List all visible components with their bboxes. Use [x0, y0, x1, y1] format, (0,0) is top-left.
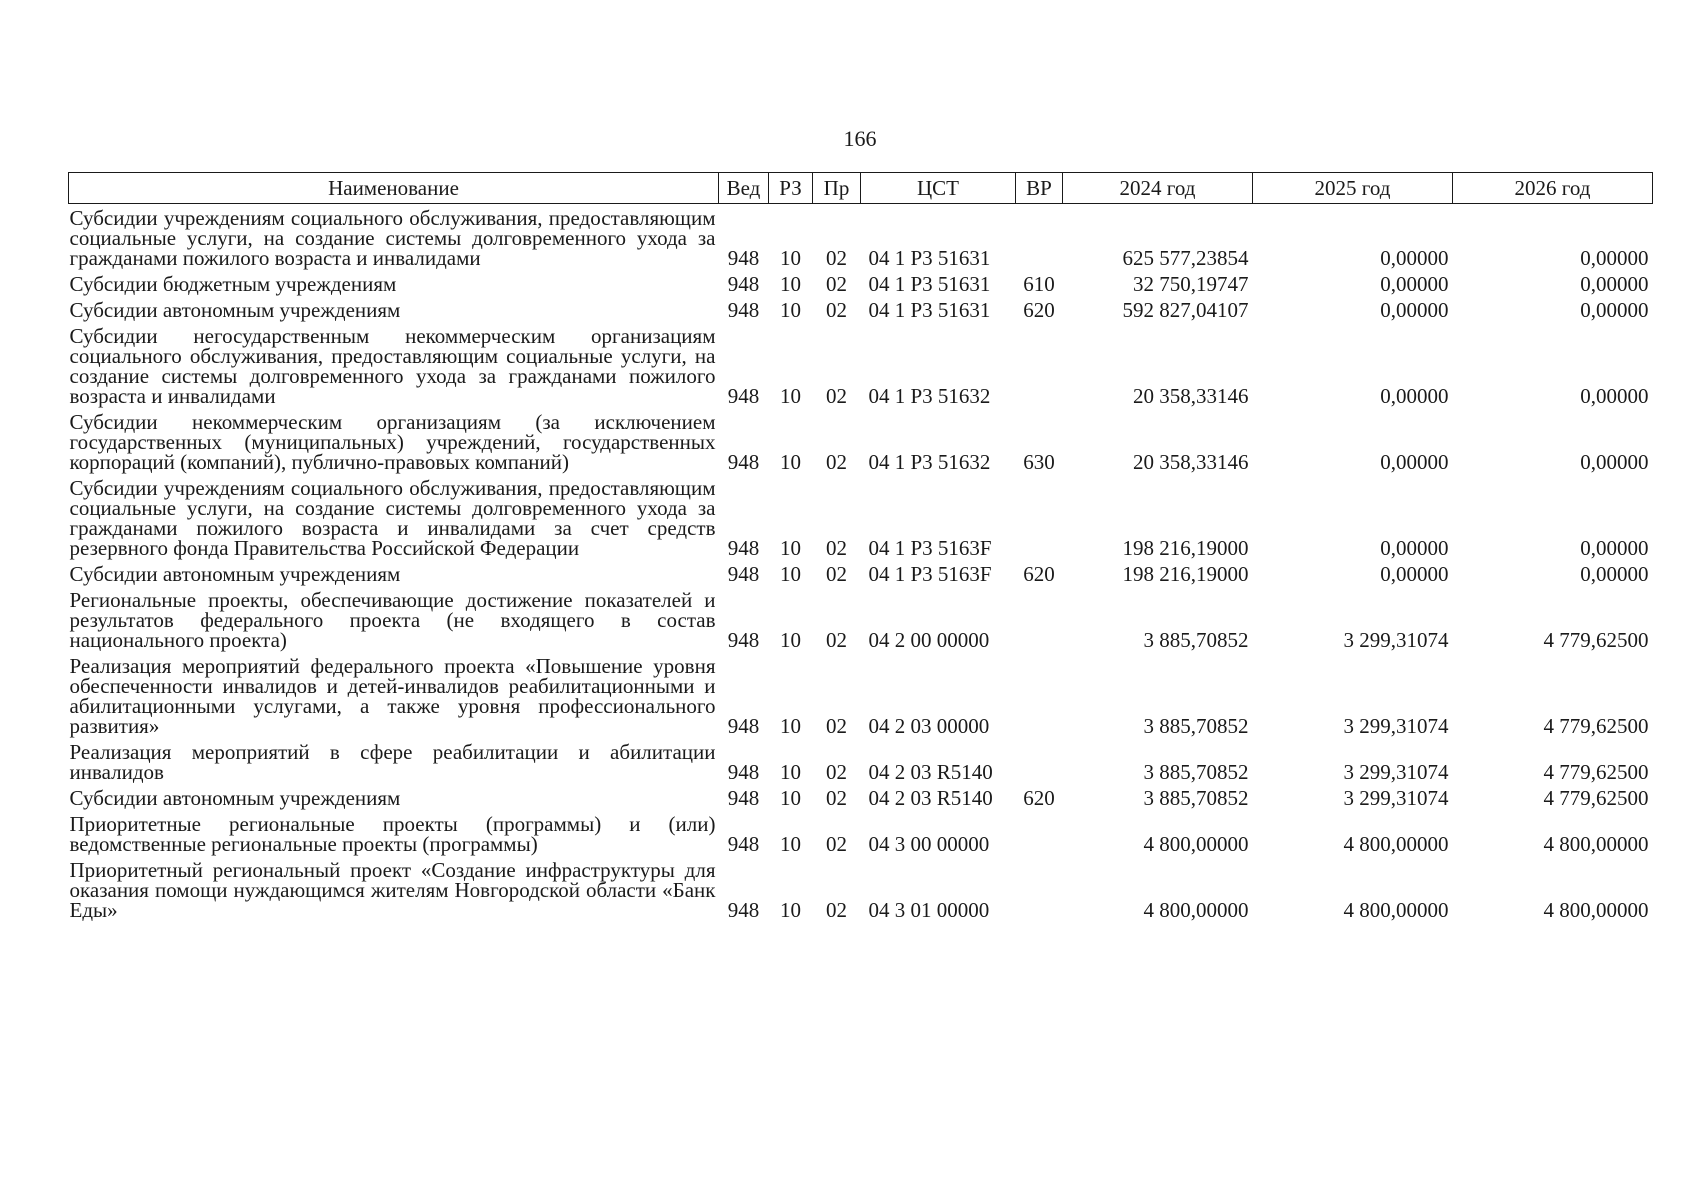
cell-2024: 3 885,70852 [1143, 714, 1249, 738]
cell-ved: 948 [727, 246, 760, 270]
cell-pr: 02 [826, 384, 847, 408]
cell-vr: 620 [1023, 786, 1055, 810]
cell-ved: 948 [727, 628, 760, 652]
cell-vr [1016, 478, 1063, 564]
cell-rz: 10 [780, 832, 801, 856]
cell-pr: 02 [826, 562, 847, 586]
table-body [69, 204, 1653, 927]
cell-name: Субсидии автономным учреждениям [69, 786, 401, 810]
cell-2025: 3 299,31074 [1343, 714, 1449, 738]
cell-2025: 0,00000 [1380, 298, 1449, 322]
cell-rz: 10 [780, 786, 801, 810]
column-header-name: Наименование [69, 173, 719, 204]
table-row [69, 204, 1653, 275]
cell-rz: 10 [780, 760, 801, 784]
cell-pr: 02 [826, 246, 847, 270]
table-row [69, 860, 1653, 926]
table-row [69, 814, 1653, 860]
cell-cst: 04 2 00 00000 [868, 628, 990, 652]
cell-2026: 4 800,00000 [1543, 832, 1649, 856]
cell-ved: 948 [727, 786, 760, 810]
cell-2026: 0,00000 [1580, 298, 1649, 322]
column-header-ved: Вед [719, 173, 769, 204]
cell-rz: 10 [780, 562, 801, 586]
column-header-2025: 2025 год [1253, 173, 1453, 204]
cell-2025: 0,00000 [1380, 246, 1449, 270]
cell-cst: 04 2 03 00000 [868, 714, 990, 738]
cell-2024: 20 358,33146 [1133, 450, 1249, 474]
cell-name: Субсидии учреждениям социального обслуживания, предоставляющим социальные услуги, на создание системы долговременного ухода за гражданами пожилого возраста и инвалидами за счет средств резервного фонда Правительства Российской Федерации [69, 476, 716, 560]
table-row [69, 300, 1653, 326]
cell-pr: 02 [826, 450, 847, 474]
cell-vr: 610 [1023, 272, 1055, 296]
cell-pr: 02 [826, 898, 847, 922]
cell-ved: 948 [727, 272, 760, 296]
cell-ved: 948 [727, 536, 760, 560]
table-row [69, 274, 1653, 300]
cell-2026: 4 779,62500 [1543, 760, 1649, 784]
cell-ved: 948 [727, 832, 760, 856]
cell-pr: 02 [826, 760, 847, 784]
cell-rz: 10 [780, 450, 801, 474]
cell-pr: 02 [826, 786, 847, 810]
cell-rz: 10 [780, 714, 801, 738]
cell-name: Субсидии бюджетным учреждениям [69, 272, 397, 296]
table-row [69, 590, 1653, 656]
cell-2026: 4 779,62500 [1543, 628, 1649, 652]
table-row [69, 326, 1653, 412]
column-header-vr: ВР [1016, 173, 1063, 204]
cell-vr [1016, 814, 1063, 860]
column-header-rz: РЗ [769, 173, 813, 204]
cell-pr: 02 [826, 536, 847, 560]
cell-vr: 630 [1023, 450, 1055, 474]
table-row [69, 478, 1653, 564]
table-row [69, 564, 1653, 590]
cell-2024: 198 216,19000 [1122, 536, 1249, 560]
column-header-2024: 2024 год [1063, 173, 1253, 204]
cell-cst: 04 2 03 R5140 [868, 786, 993, 810]
cell-ved: 948 [727, 714, 760, 738]
column-header-2026: 2026 год [1453, 173, 1653, 204]
cell-2024: 3 885,70852 [1143, 760, 1249, 784]
cell-2025: 3 299,31074 [1343, 760, 1449, 784]
cell-name: Субсидии автономным учреждениям [69, 298, 401, 322]
cell-name: Региональные проекты, обеспечивающие достижение показателей и результатов федерального проекта (не входящего в состав национального проекта) [69, 588, 716, 652]
cell-pr: 02 [826, 628, 847, 652]
cell-2025: 0,00000 [1380, 562, 1449, 586]
cell-rz: 10 [780, 898, 801, 922]
cell-vr [1016, 656, 1063, 742]
cell-2026: 4 779,62500 [1543, 714, 1649, 738]
cell-cst: 04 3 00 00000 [868, 832, 990, 856]
cell-rz: 10 [780, 298, 801, 322]
cell-2025: 0,00000 [1380, 272, 1449, 296]
cell-2026: 0,00000 [1580, 246, 1649, 270]
table-row [69, 788, 1653, 814]
budget-table [68, 172, 1653, 926]
cell-ved: 948 [727, 450, 760, 474]
cell-2025: 3 299,31074 [1343, 628, 1449, 652]
cell-ved: 948 [727, 898, 760, 922]
cell-pr: 02 [826, 832, 847, 856]
cell-2025: 3 299,31074 [1343, 786, 1449, 810]
cell-2024: 625 577,23854 [1122, 246, 1249, 270]
cell-vr [1016, 590, 1063, 656]
cell-2025: 0,00000 [1380, 536, 1449, 560]
cell-vr [1016, 860, 1063, 926]
cell-2026: 0,00000 [1580, 272, 1649, 296]
cell-cst: 04 1 Р3 51631 [868, 298, 991, 322]
cell-vr [1016, 204, 1063, 275]
cell-rz: 10 [780, 628, 801, 652]
cell-name: Приоритетные региональные проекты (программы) и (или) ведомственные региональные проекты (программы) [69, 812, 716, 856]
cell-cst: 04 1 Р3 51632 [868, 384, 991, 408]
cell-cst: 04 1 Р3 51632 [868, 450, 991, 474]
cell-ved: 948 [727, 562, 760, 586]
cell-2026: 0,00000 [1580, 536, 1649, 560]
cell-rz: 10 [780, 384, 801, 408]
cell-rz: 10 [780, 536, 801, 560]
cell-2026: 0,00000 [1580, 562, 1649, 586]
cell-cst: 04 1 Р3 51631 [868, 246, 991, 270]
cell-2024: 4 800,00000 [1143, 832, 1249, 856]
cell-2025: 4 800,00000 [1343, 898, 1449, 922]
cell-cst: 04 1 Р3 5163F [868, 536, 992, 560]
cell-name: Реализация мероприятий федерального проекта «Повышение уровня обеспеченности инвалидов и детей-инвалидов реабилитационными и абилитационными услугами, а также уровня профессионального развития» [69, 654, 716, 738]
cell-rz: 10 [780, 246, 801, 270]
cell-pr: 02 [826, 714, 847, 738]
column-header-cst: ЦСТ [861, 173, 1016, 204]
cell-vr: 620 [1023, 562, 1055, 586]
cell-pr: 02 [826, 272, 847, 296]
cell-2024: 32 750,19747 [1133, 272, 1249, 296]
cell-2024: 4 800,00000 [1143, 898, 1249, 922]
cell-cst: 04 1 Р3 5163F [868, 562, 992, 586]
cell-name: Приоритетный региональный проект «Создание инфраструктуры для оказания помощи нуждающимся жителям Новгородской области «Банк Еды» [69, 858, 716, 922]
cell-name: Субсидии учреждениям социального обслуживания, предоставляющим социальные услуги, на создание системы долговременного ухода за гражданами пожилого возраста и инвалидами [69, 206, 716, 270]
cell-2026: 0,00000 [1580, 384, 1649, 408]
cell-ved: 948 [727, 760, 760, 784]
cell-2026: 4 779,62500 [1543, 786, 1649, 810]
cell-2025: 4 800,00000 [1343, 832, 1449, 856]
cell-cst: 04 2 03 R5140 [868, 760, 993, 784]
table-row [69, 412, 1653, 478]
cell-2024: 198 216,19000 [1122, 562, 1249, 586]
table-header [69, 173, 1653, 204]
cell-name: Субсидии некоммерческим организациям (за исключением государственных (муниципальных) учреждений, государственных корпораций (компаний), публично-правовых компаний) [69, 410, 716, 474]
cell-2026: 4 800,00000 [1543, 898, 1649, 922]
cell-name: Реализация мероприятий в сфере реабилитации и абилитации инвалидов [69, 740, 716, 784]
cell-vr [1016, 326, 1063, 412]
cell-2024: 3 885,70852 [1143, 786, 1249, 810]
cell-vr: 620 [1023, 298, 1055, 322]
page-number: 166 [843, 126, 877, 151]
table-row [69, 742, 1653, 788]
cell-ved: 948 [727, 298, 760, 322]
cell-vr [1016, 742, 1063, 788]
cell-cst: 04 1 Р3 51631 [868, 272, 991, 296]
column-header-pr: Пр [813, 173, 861, 204]
cell-pr: 02 [826, 298, 847, 322]
cell-rz: 10 [780, 272, 801, 296]
cell-2025: 0,00000 [1380, 384, 1449, 408]
table-row [69, 656, 1653, 742]
cell-2025: 0,00000 [1380, 450, 1449, 474]
cell-name: Субсидии автономным учреждениям [69, 562, 401, 586]
cell-ved: 948 [727, 384, 760, 408]
cell-2026: 0,00000 [1580, 450, 1649, 474]
cell-2024: 3 885,70852 [1143, 628, 1249, 652]
cell-2024: 20 358,33146 [1133, 384, 1249, 408]
cell-2024: 592 827,04107 [1122, 298, 1249, 322]
cell-name: Субсидии негосударственным некоммерческим организациям социального обслуживания, предоставляющим социальные услуги, на создание системы долговременного ухода за гражданами пожилого возраста и инвалидами [69, 324, 716, 408]
cell-cst: 04 3 01 00000 [868, 898, 990, 922]
